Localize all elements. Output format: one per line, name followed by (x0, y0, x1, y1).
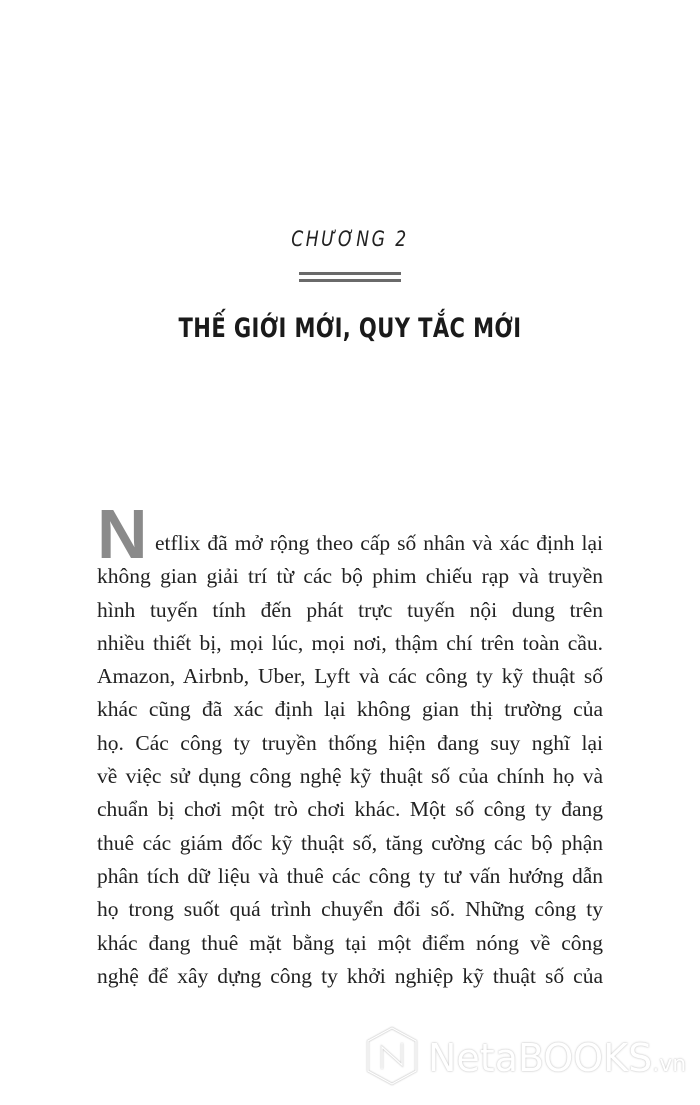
text-line: họ trong suốt quá trình chuyển đổi số. Những công ty (97, 897, 603, 922)
chapter-title: THẾ GIỚI MỚI, QUY TẮC MỚI (178, 313, 522, 344)
text-line: về việc sử dụng công nghệ kỹ thuật số của chính họ và (97, 764, 603, 789)
text-line: thuê các giám đốc kỹ thuật số, tăng cường các bộ phận (97, 830, 603, 855)
hexagon-n-logo-icon (364, 1025, 420, 1092)
text-line: không gian giải trí từ các bộ phim chiếu rạp và truyền (97, 564, 603, 589)
watermark-brand-name: NetaBOOKS (428, 1036, 653, 1080)
chapter-label: CHƯƠNG 2 (291, 227, 409, 251)
text-line: nhiều thiết bị, mọi lúc, mọi nơi, thậm chí trên toàn cầu. (97, 630, 603, 655)
decorative-rule-bottom (299, 279, 401, 282)
drop-cap: N (97, 495, 148, 573)
text-line: phân tích dữ liệu và thuê các công ty tư vấn hướng dẫn (97, 863, 603, 888)
body-paragraph (97, 527, 603, 993)
decorative-rule-top (299, 272, 401, 275)
watermark-brand (428, 1036, 686, 1080)
text-line: Amazon, Airbnb, Uber, Lyft và các công ty kỹ thuật số (97, 664, 603, 689)
text-line: etflix đã mở rộng theo cấp số nhân và xác định lại (155, 531, 603, 555)
watermark (364, 1027, 687, 1089)
text-line: chuẩn bị chơi một trò chơi khác. Một số công ty đang (97, 797, 603, 822)
watermark-suffix: .vn (652, 1052, 687, 1077)
text-line: khác cũng đã xác định lại không gian thị trường của (97, 697, 603, 722)
text-line: hình tuyến tính đến phát trực tuyến nội dung trên (97, 597, 603, 622)
text-line: họ. Các công ty truyền thống hiện đang suy nghĩ lại (97, 730, 603, 755)
text-line: khác đang thuê mặt bằng tại một điểm nóng về công (97, 930, 603, 955)
text-line: nghệ để xây dựng công ty khởi nghiệp kỹ thuật số của (97, 963, 603, 988)
